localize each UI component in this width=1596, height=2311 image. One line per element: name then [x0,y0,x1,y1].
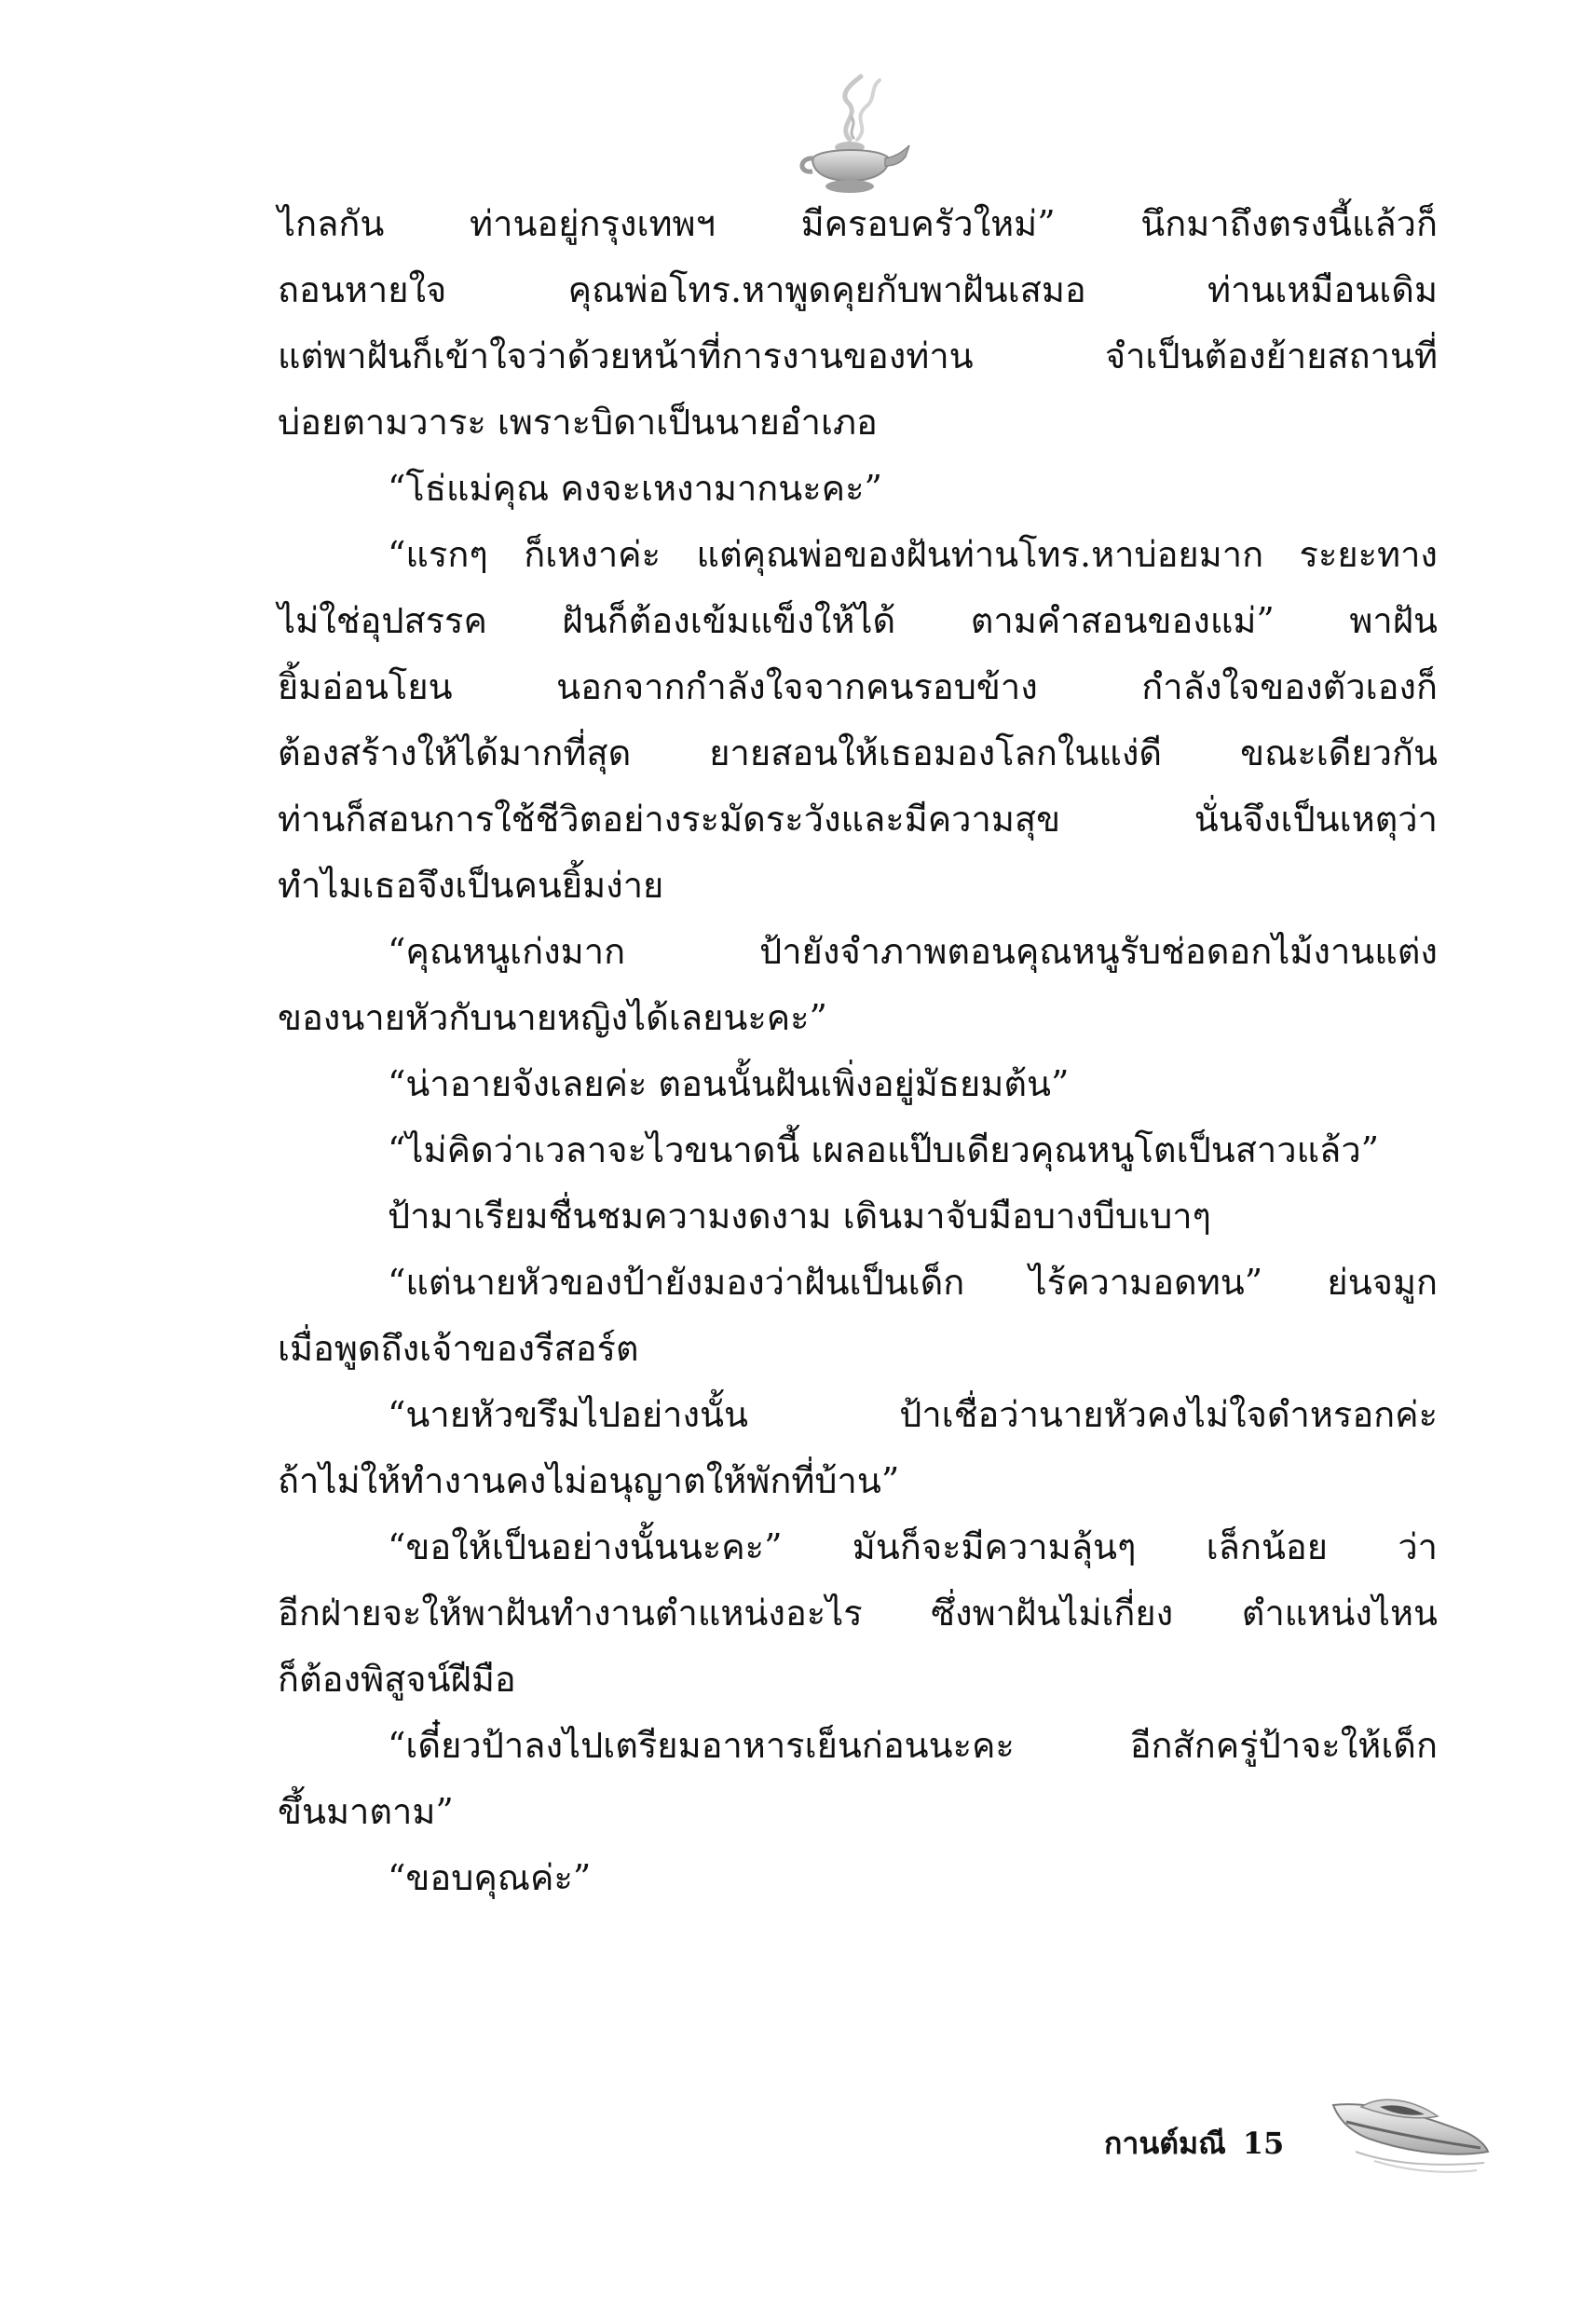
text-line: “ไม่คิดว่าเวลาจะไวขนาดนี้ เผลอแป๊บเดียวคุณหนูโตเป็นสาวแล้ว” [388,1129,1380,1170]
text-line: ไกลกัน ท่านอยู่กรุงเทพฯ มีครอบครัวใหม่” นึกมาถึงตรงนี้แล้วก็ [278,203,1438,244]
text-line: ทำไมเธอจึงเป็นคนยิ้มง่าย [278,865,664,906]
book-title: กานต์มณี [1104,2126,1226,2161]
text-line: ไม่ใช่อุปสรรค ฝันก็ต้องเข้มแข็งให้ได้ ตามคำสอนของแม่” พาฝัน [278,600,1438,641]
body-text [278,191,1438,1911]
text-line: ของนายหัวกับนายหญิงได้เลยนะคะ” [278,997,827,1038]
text-line: “ขอบคุณค่ะ” [388,1857,592,1898]
text-line: “คุณหนูเก่งมาก ป้ายังจำภาพตอนคุณหนูรับช่อดอกไม้งานแต่ง [388,931,1438,972]
text-line: “ขอให้เป็นอย่างนั้นนะคะ” มันก็จะมีความลุ้นๆ เล็กน้อย ว่า [388,1526,1438,1567]
text-line: ถ้าไม่ให้ทำงานคงไม่อนุญาตให้พักที่บ้าน” [278,1460,900,1501]
text-line: “แรกๆ ก็เหงาค่ะ แต่คุณพ่อของฝันท่านโทร.หาบ่อยมาก ระยะทาง [388,534,1438,575]
page-footer [1104,2115,1284,2171]
text-line: แต่พาฝันก็เข้าใจว่าด้วยหน้าที่การงานของท่าน จำเป็นต้องย้ายสถานที่ [278,335,1438,376]
text-line: ยิ้มอ่อนโยน นอกจากกำลังใจจากคนรอบข้าง กำลังใจของตัวเองก็ [278,666,1438,707]
text-line: ถอนหายใจ คุณพ่อโทร.หาพูดคุยกับพาฝันเสมอ ท่านเหมือนเดิม [278,269,1438,310]
text-line: “แต่นายหัวของป้ายังมองว่าฝันเป็นเด็ก ไร้ความอดทน” ย่นจมูก [388,1262,1438,1303]
text-line: เมื่อพูดถึงเจ้าของรีสอร์ต [278,1328,639,1369]
speedboat-icon [1328,2073,1491,2185]
text-line: อีกฝ่ายจะให้พาฝันทำงานตำแหน่งอะไร ซึ่งพาฝันไม่เกี่ยง ตำแหน่งไหน [278,1593,1438,1634]
text-line: ป้ามาเรียมชื่นชมความงดงาม เดินมาจับมือบางบีบเบาๆ [388,1196,1211,1237]
page-number: 15 [1242,2126,1285,2161]
genie-lamp-icon [792,65,913,200]
text-line: ท่านก็สอนการใช้ชีวิตอย่างระมัดระวังและมีความสุข นั่นจึงเป็นเหตุว่า [278,799,1438,840]
text-line: ก็ต้องพิสูจน์ฝีมือ [278,1659,516,1700]
text-line: ต้องสร้างให้ได้มากที่สุด ยายสอนให้เธอมองโลกในแง่ดี ขณะเดียวกัน [278,732,1438,773]
text-line: “เดี๋ยวป้าลงไปเตรียมอาหารเย็นก่อนนะคะ อีกสักครู่ป้าจะให้เด็ก [388,1725,1438,1766]
text-line: ขึ้นมาตาม” [278,1791,454,1832]
text-line: “นายหัวขรึมไปอย่างนั้น ป้าเชื่อว่านายหัวคงไม่ใจดำหรอกค่ะ [388,1394,1438,1435]
text-line: “โธ่แม่คุณ คงจะเหงามากนะคะ” [388,468,882,509]
text-line: “น่าอายจังเลยค่ะ ตอนนั้นฝันเพิ่งอยู่มัธยมต้น” [388,1063,1070,1104]
text-line: บ่อยตามวาระ เพราะบิดาเป็นนายอำเภอ [278,402,878,443]
